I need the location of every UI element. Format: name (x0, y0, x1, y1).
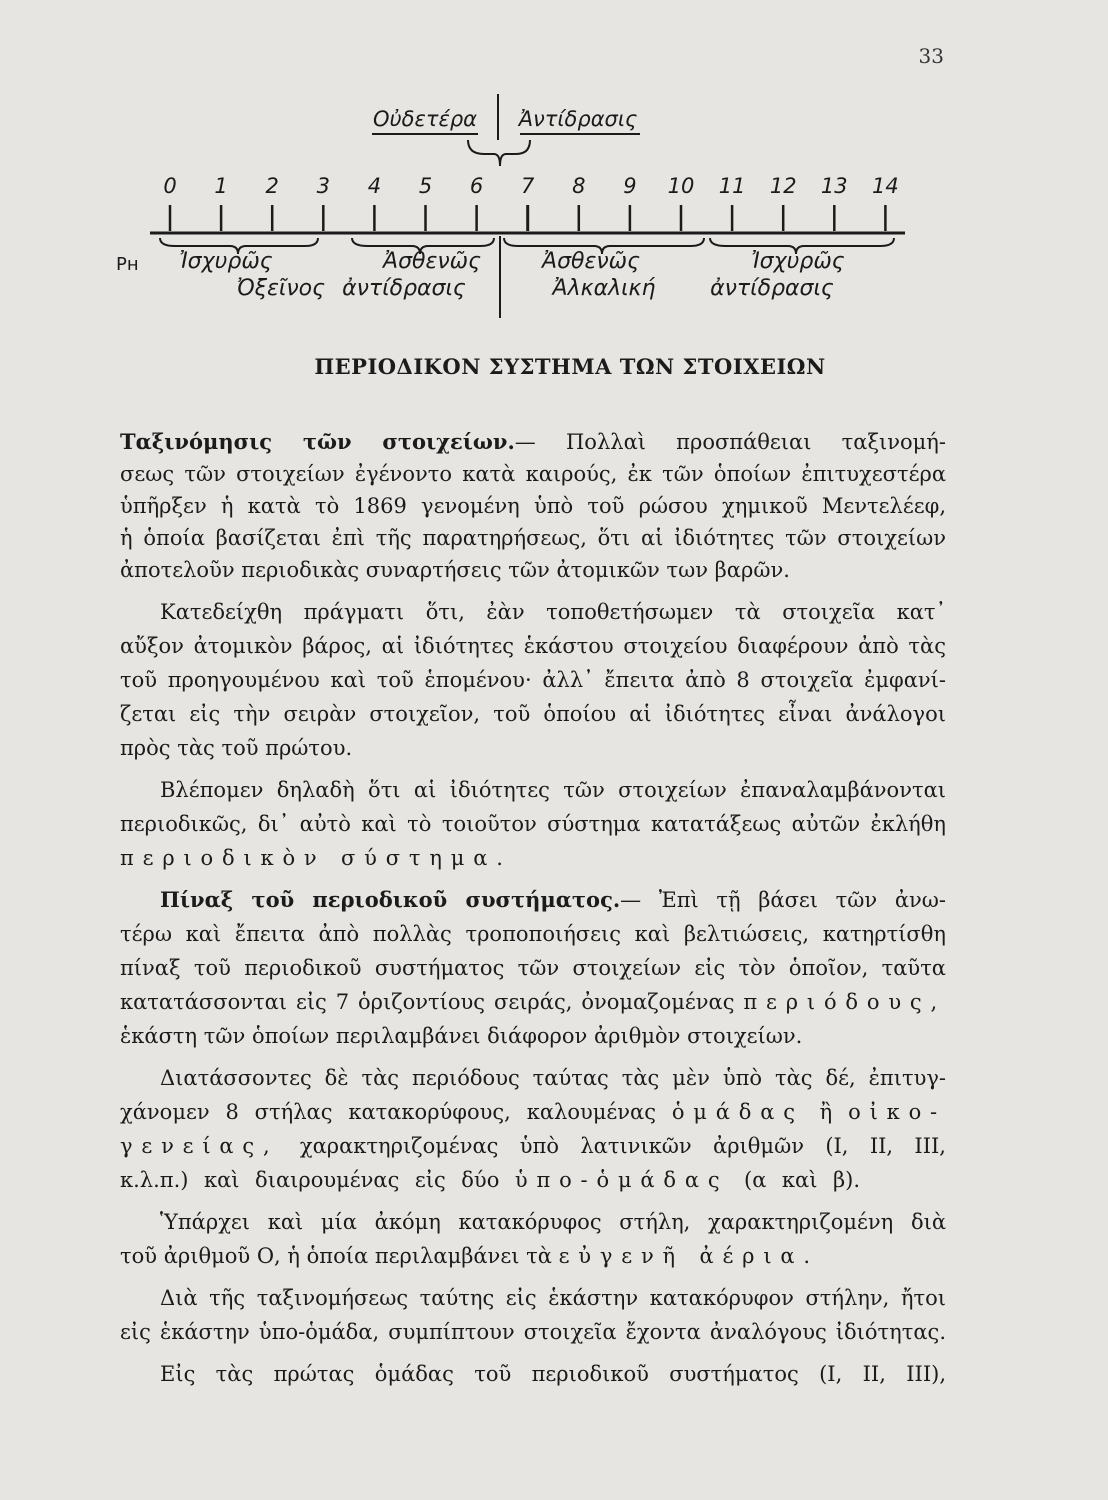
section-title: ΠΕΡΙΟΔΙΚΟΝ ΣΥΣΤΗΜΑ ΤΩΝ ΣΤΟΙΧΕΙΩΝ (314, 354, 826, 379)
group-strong-acid-line1: Ἰσχυρῶς (179, 249, 273, 274)
tick-label-6: 6 (469, 174, 484, 198)
p4-term-periods: περιόδους, (743, 990, 946, 1014)
tick-label-7: 7 (521, 174, 535, 198)
tick-labels (163, 174, 898, 198)
tick-label-11: 11 (718, 174, 746, 198)
group-weak-acid-line1: Ἀσθενῶς (383, 249, 481, 274)
p3-line-1: Βλέπομεν δηλαδὴ ὅτι αἱ ἰδιότητες τῶν στοιχείων ἐπαναλαμβάνονται (160, 778, 946, 802)
p4-line-3: πίναξ τοῦ περιοδικοῦ συστήματος τῶν στοιχείων εἰς τὸν ὁποῖον, ταῦτα (120, 956, 946, 980)
p5-line-1: Διατάσσοντες δὲ τὰς περιόδους ταύτας τὰς μὲν ὑπὸ τὰς δέ, ἐπιτυγ- (160, 1066, 946, 1090)
p1-line-3: ὑπῆρξεν ἡ κατὰ τὸ 1869 γενομένη ὑπὸ τοῦ ρώσου χημικοῦ Μεντελέεφ, (120, 494, 946, 518)
ph-axis-label: Ρн (116, 254, 139, 275)
p1-line-1-text: — Πολλαὶ προσπάθειαι ταξινομή- (514, 430, 946, 454)
tick-label-9: 9 (623, 174, 637, 198)
p1-heading: Ταξινόμησις τῶν στοιχείων. (120, 429, 515, 454)
p5-term-families-end: γενείας, (120, 1134, 279, 1158)
tick-label-10: 10 (667, 174, 695, 198)
p7-line-2: εἰς ἑκάστην ὑπο-ὁμάδα, συμπίπτουν στοιχεῖα ἔχοντα ἀναλόγους ἰδιότητας. (120, 1320, 946, 1344)
p2-line-3: τοῦ προηγουμένου καὶ τοῦ ἑπομένου· ἀλλ᾽ ἔπειτα ἀπὸ 8 στοιχεῖα ἐμφανί- (120, 668, 946, 692)
p5-line-2 (120, 1096, 946, 1128)
page-number: 33 (918, 44, 944, 68)
p5-line-3-b: χαρακτηριζομένας ὑπὸ λατινικῶν ἀριθμῶν (Ι, ΙΙ, ΙΙΙ, (299, 1134, 946, 1158)
p6-term-noble-gases: εὐγενῆ ἀέρια. (558, 1244, 819, 1268)
p1-line-5: ἀποτελοῦν περιοδικὰς συναρτήσεις τῶν ἀτομικῶν των βαρῶν. (120, 558, 790, 582)
p6-line-2 (120, 1240, 946, 1272)
center-brace (468, 140, 530, 166)
p4-line-1 (160, 884, 946, 916)
p2-line-5: πρὸς τὰς τοῦ πρώτου. (120, 736, 353, 760)
p8-line-1: Εἰς τὰς πρώτας ὁμάδας τοῦ περιοδικοῦ συστήματος (Ι, ΙΙ, ΙΙΙ), (160, 1362, 946, 1386)
group-weak-alkaline-line1: Ἀσθενῶς (542, 249, 640, 274)
p5-line-2-a: χάνομεν 8 στήλας κατακορύφους, καλουμένας (120, 1100, 656, 1124)
tick-label-8: 8 (572, 174, 586, 198)
tick-label-2: 2 (265, 174, 279, 198)
p1-line-1 (120, 426, 946, 458)
p3-line-3: περιοδικὸν σύστημα. (120, 846, 512, 870)
p2-line-4: ζεται εἰς τὴν σειρὰν στοιχεῖον, τοῦ ὁποίου αἱ ἰδιότητες εἶναι ἀνάλογοι (120, 702, 946, 726)
label-neutral: Οὐδετέρα (372, 107, 478, 131)
tick-label-13: 13 (820, 174, 848, 198)
tick-label-3: 3 (316, 174, 330, 198)
p5-line-2-b: ἢ (819, 1100, 833, 1124)
p2-line-2: αὔξον ἀτομικὸν βάρος, αἱ ἰδιότητες ἑκάστου στοιχείου διαφέρουν ἀπὸ τὰς (120, 634, 946, 658)
tick-label-4: 4 (367, 174, 382, 198)
group-weak-alkaline-line2: Ἀλκαλική (552, 276, 656, 301)
p5-line-4-a: κ.λ.π.) καὶ διαιρουμένας εἰς δύο (120, 1168, 500, 1192)
p6-line-1: Ὑπάρχει καὶ μία ἀκόμη κατακόρυφος στήλη, χαρακτηριζομένη διὰ (160, 1210, 946, 1234)
label-reaction: Ἀντίδρασις (518, 107, 638, 131)
p5-term-subgroups: ὑπο-ὁμάδας (514, 1168, 729, 1192)
p3-line-2: περιοδικῶς, δι᾽ αὐτὸ καὶ τὸ τοιοῦτον σύστημα κατατάξεως αὐτῶν ἐκλήθη (120, 812, 946, 836)
p5-line-4 (120, 1164, 860, 1196)
p4-heading: Πίναξ τοῦ περιοδικοῦ συστήματος. (160, 887, 621, 912)
group-strong-alkaline-line1: Ἰσχυρῶς (751, 249, 845, 274)
p5-term-families: οἰκο- (848, 1100, 946, 1124)
p5-line-3 (120, 1130, 946, 1162)
p4-line-5: ἑκάστη τῶν ὁποίων περιλαμβάνει διάφορον ἀριθμὸν στοιχείων. (120, 1024, 803, 1048)
p7-line-1: Διὰ τῆς ταξινομήσεως ταύτης εἰς ἑκάστην κατακόρυφον στήλην, ἤτοι (160, 1286, 946, 1310)
ph-scale-diagram (0, 0, 1108, 360)
p6-line-2-a: τοῦ ἀριθμοῦ Ο, ἡ ὁποία περιλαμβάνει τὰ (120, 1244, 552, 1268)
tick-label-14: 14 (872, 174, 899, 198)
p4-line-1-text: — Ἐπὶ τῇ βάσει τῶν ἀνω- (620, 888, 946, 912)
p4-line-4 (120, 986, 946, 1018)
p4-line-2: τέρω καὶ ἔπειτα ἀπὸ πολλὰς τροποποιήσεις καὶ βελτιώσεις, κατηρτίσθη (120, 922, 946, 946)
tick-label-5: 5 (418, 174, 433, 198)
group-strong-acid-line2: Ὀξεῖνος (237, 276, 325, 301)
group-weak-acid-line2: ἀντίδρασις (342, 276, 466, 301)
p1-line-2: σεως τῶν στοιχείων ἐγένοντο κατὰ καιρούς, ἐκ τῶν ὁποίων ἐπιτυχεστέρα (120, 462, 946, 486)
tick-label-0: 0 (163, 174, 177, 198)
p1-line-4: ἡ ὁποία βασίζεται ἐπὶ τῆς παρατηρήσεως, ὅτι αἱ ἰδιότητες τῶν στοιχείων (120, 526, 946, 550)
group-strong-alkaline-line2: ἀντίδρασις (710, 276, 834, 301)
p5-term-groups: ὁμάδας (671, 1100, 804, 1124)
p5-line-4-b: (α καὶ β). (744, 1168, 861, 1192)
p4-line-4-a: κατατάσσονται εἰς 7 ὁριζοντίους σειράς, ὀνομαζομένας (120, 990, 735, 1014)
tick-marks (170, 205, 885, 231)
tick-label-12: 12 (769, 174, 797, 198)
tick-label-1: 1 (214, 174, 228, 198)
p2-line-1: Κατεδείχθη πράγματι ὅτι, ἐὰν τοποθετήσωμεν τὰ στοιχεῖα κατ᾽ (160, 600, 946, 624)
